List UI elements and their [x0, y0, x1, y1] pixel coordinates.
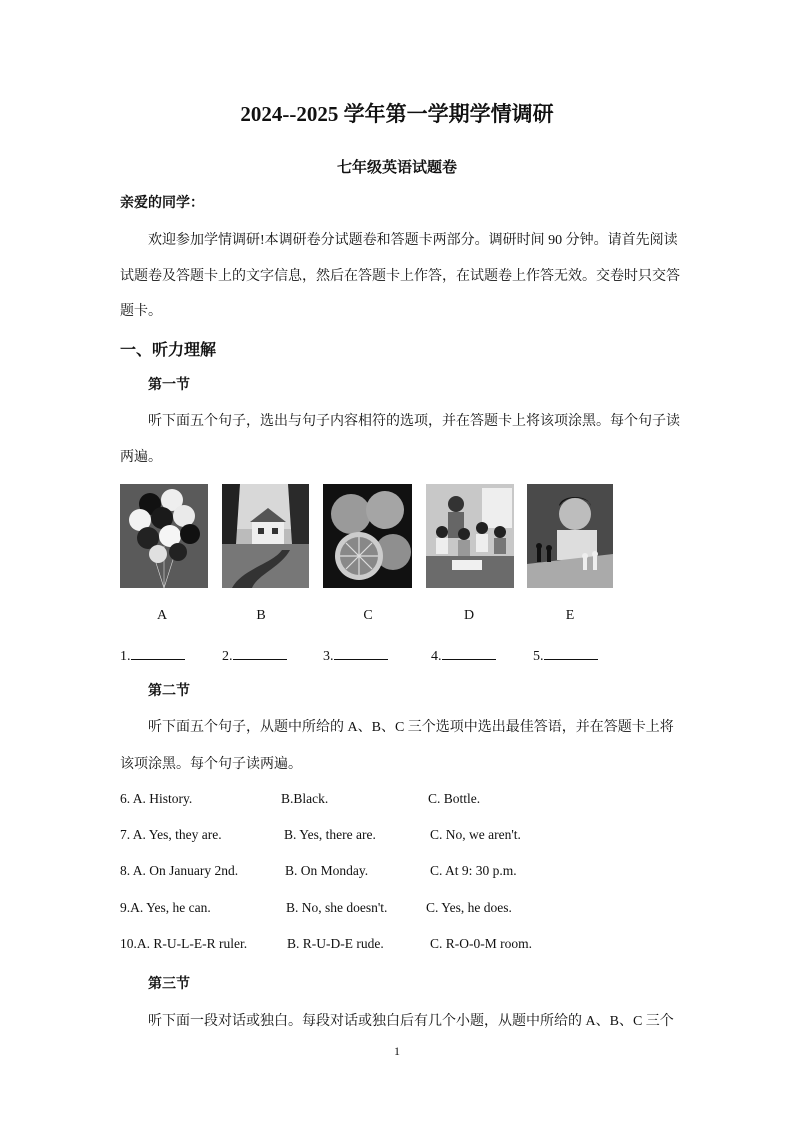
intro-line-3: 题卡。: [120, 304, 162, 319]
question-8-option-c: C. At 9: 30 p.m.: [430, 863, 517, 878]
answer-blank-1[interactable]: [120, 645, 185, 665]
answer-blank-2[interactable]: [222, 645, 287, 665]
section-heading-listening: 一、听力理解: [120, 342, 217, 359]
question-6-option-b: B.Black.: [281, 791, 329, 806]
part2-instruction-1: 听下面五个句子，从题中所给的 A、B、C 三个选项中选出最佳答语，并在答题卡上将: [148, 720, 674, 735]
answer-blank-label: 5.: [533, 649, 544, 664]
answer-line[interactable]: [442, 645, 496, 660]
question-9-option-c: C. Yes, he does.: [426, 900, 512, 915]
picture-c-oranges: [323, 484, 412, 588]
question-9-option-a: 9.A. Yes, he can.: [120, 900, 211, 915]
page-subtitle: 七年级英语试题卷: [336, 160, 457, 176]
question-8-option-b: B. On Monday.: [285, 863, 369, 878]
question-8-option-a: 8. A. On January 2nd.: [120, 863, 239, 878]
page-number: 1: [394, 1044, 400, 1058]
greeting: 亲爱的同学：: [120, 196, 204, 211]
answer-blank-3[interactable]: [323, 645, 388, 665]
question-10-option-a: 10.A. R-U-L-E-R ruler.: [120, 936, 248, 951]
question-10-option-b: B. R-U-D-E rude.: [287, 936, 384, 951]
question-9-option-b: B. No, she doesn't.: [286, 900, 388, 915]
picture-letter-a: A: [156, 608, 168, 623]
answer-line[interactable]: [233, 645, 287, 660]
intro-line-2: 试题卷及答题卡上的文字信息，然后在答题卡上作答，在试题卷上作答无效。交卷时只交答: [120, 269, 680, 284]
question-7-option-b: B. Yes, there are.: [284, 827, 376, 842]
part1-label: 第一节: [148, 378, 190, 393]
question-6-option-c: C. Bottle.: [428, 791, 481, 806]
picture-letter-b: B: [256, 608, 266, 623]
answer-line[interactable]: [334, 645, 388, 660]
answer-blank-label: 2.: [222, 649, 233, 664]
answer-line[interactable]: [544, 645, 598, 660]
part2-instruction-2: 该项涂黑。每个句子读两遍。: [120, 757, 302, 772]
answer-line[interactable]: [131, 645, 185, 660]
picture-letter-c: C: [363, 608, 373, 623]
question-7-option-a: 7. A. Yes, they are.: [120, 827, 222, 842]
question-7-option-c: C. No, we aren't.: [430, 827, 521, 842]
part3-label: 第三节: [148, 977, 190, 992]
part1-instruction-2: 两遍。: [120, 450, 162, 465]
picture-letter-e: E: [565, 608, 575, 623]
picture-letter-d: D: [463, 608, 475, 623]
answer-blank-label: 3.: [323, 649, 334, 664]
answer-blank-4[interactable]: [431, 645, 496, 665]
answer-blank-label: 1.: [120, 649, 131, 664]
part1-instruction-1: 听下面五个句子，选出与句子内容相符的选项，并在答题卡上将该项涂黑。每个句子读: [148, 414, 680, 429]
picture-d-teacher-and-students: [426, 484, 514, 588]
answer-blank-label: 4.: [431, 649, 442, 664]
part2-label: 第二节: [148, 684, 190, 699]
page-title: 2024--2025 学年第一学期学情调研: [240, 102, 554, 126]
answer-blank-5[interactable]: [533, 645, 598, 665]
picture-a-balloons: [120, 484, 208, 588]
intro-line-1: 欢迎参加学情调研!本调研卷分试题卷和答题卡两部分。调研时间 90 分钟。请首先阅读: [148, 233, 678, 248]
picture-e-boy-playing-chess: [527, 484, 613, 588]
picture-b-house-by-stream: [222, 484, 309, 588]
part3-instruction-1: 听下面一段对话或独白。每段对话或独白后有几个小题，从题中所给的 A、B、C 三个: [148, 1014, 674, 1029]
question-6-option-a: 6. A. History.: [120, 791, 193, 806]
question-10-option-c: C. R-O-0-M room.: [430, 936, 532, 951]
